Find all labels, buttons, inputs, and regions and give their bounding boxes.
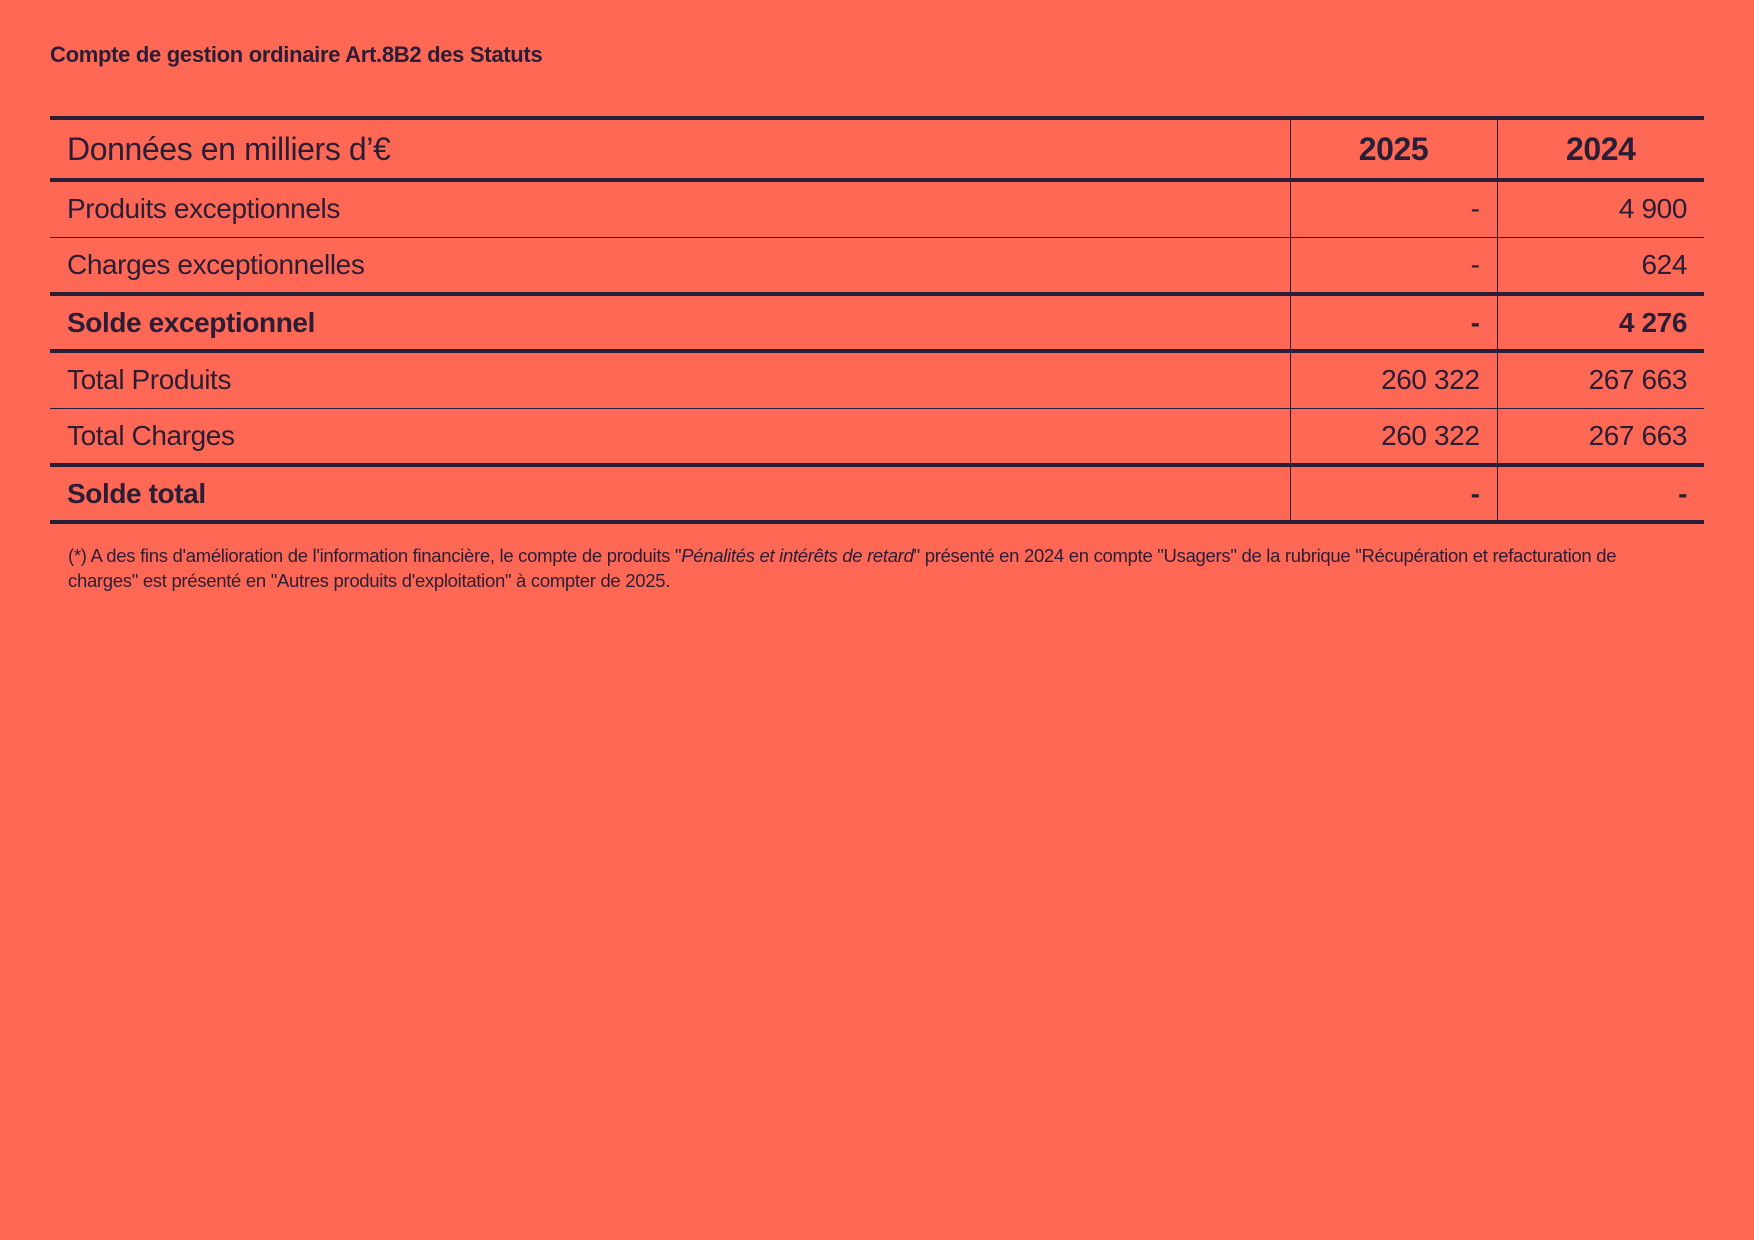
table-row-produits-exceptionnels: [50, 180, 1704, 237]
cell-2025: -: [1290, 180, 1497, 237]
row-label: Solde total: [50, 465, 1290, 522]
cell-2025: 260 322: [1290, 408, 1497, 465]
row-label: Total Charges: [50, 408, 1290, 465]
cell-2025: -: [1290, 465, 1497, 522]
financial-table: [50, 116, 1704, 524]
page-title: Compte de gestion ordinaire Art.8B2 des Statuts: [50, 42, 543, 67]
cell-2024: -: [1497, 465, 1704, 522]
table-row-charges-exceptionnelles: [50, 237, 1704, 294]
footnote-text-end: " présenté en 2024 en compte "Usagers" de la rubrique "Récupération et refacturation de charges" est présenté en "Autres produits d'exploitation" à compter de 2025.: [68, 545, 1617, 591]
cell-2025: -: [1290, 294, 1497, 351]
column-header-2025: 2025: [1290, 118, 1497, 180]
row-label: Solde exceptionnel: [50, 294, 1290, 351]
footnote-text-start: (*) A des fins d'amélioration de l'information financière, le compte de produits ": [68, 545, 682, 566]
table-header-row: [50, 118, 1704, 180]
row-label: Total Produits: [50, 351, 1290, 408]
cell-2024: 624: [1497, 237, 1704, 294]
table-row-total-charges: [50, 408, 1704, 465]
cell-2024: 4 900: [1497, 180, 1704, 237]
cell-2024: 267 663: [1497, 408, 1704, 465]
table-row-total-produits: [50, 351, 1704, 408]
footnote: [68, 543, 1688, 593]
table-row-solde-exceptionnel: [50, 294, 1704, 351]
column-header-2024: 2024: [1497, 118, 1704, 180]
column-header-label: Données en milliers d’€: [50, 118, 1290, 180]
cell-2024: 4 276: [1497, 294, 1704, 351]
footnote-emphasis: Pénalités et intérêts de retard: [681, 545, 914, 566]
cell-2025: 260 322: [1290, 351, 1497, 408]
cell-2024: 267 663: [1497, 351, 1704, 408]
table-row-solde-total: [50, 465, 1704, 522]
cell-2025: -: [1290, 237, 1497, 294]
row-label: Produits exceptionnels: [50, 180, 1290, 237]
row-label: Charges exceptionnelles: [50, 237, 1290, 294]
